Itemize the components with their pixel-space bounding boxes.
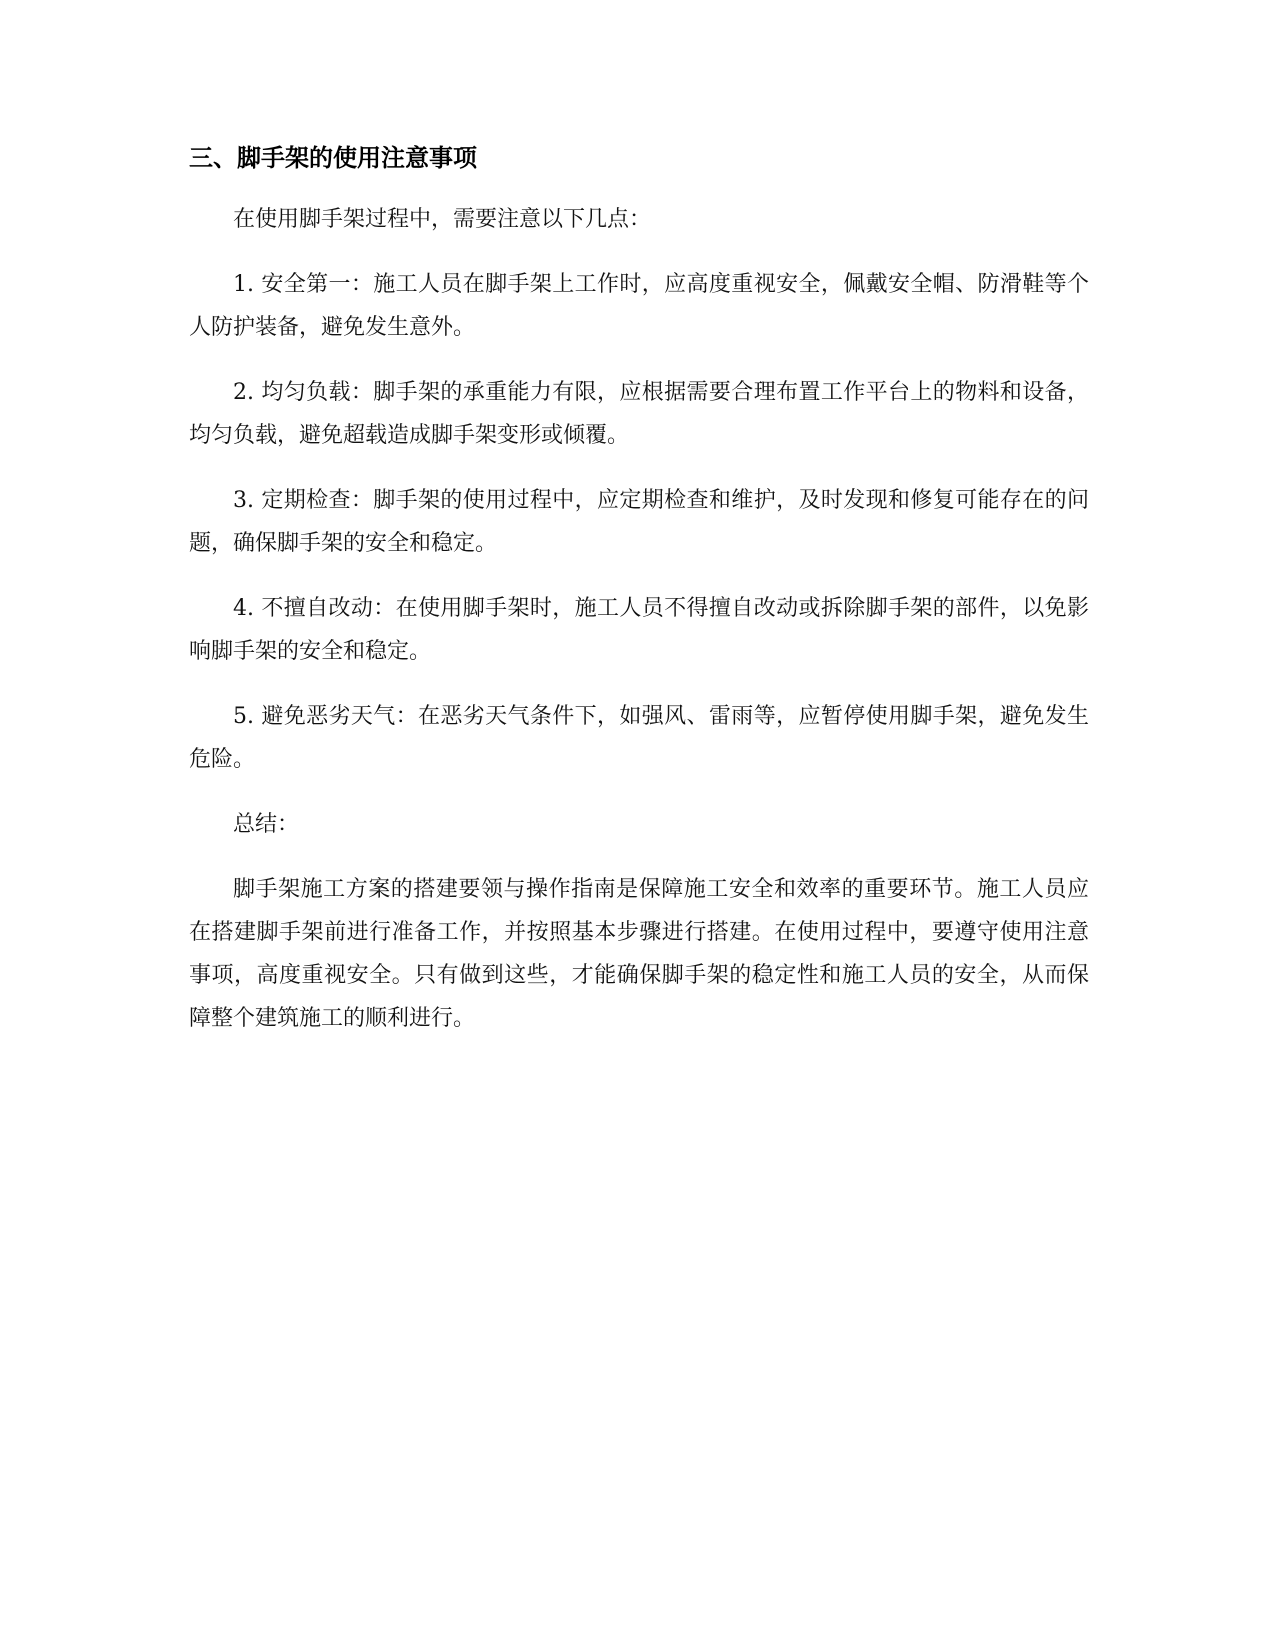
list-item: 2. 均匀负载：脚手架的承重能力有限，应根据需要合理布置工作平台上的物料和设备，均匀负载，避免超载造成脚手架变形或倾覆。 xyxy=(189,380,1089,448)
summary-label: 总结： xyxy=(233,812,300,837)
list-item: 4. 不擅自改动：在使用脚手架时，施工人员不得擅自改动或拆除脚手架的部件，以免影响脚手架的安全和稳定。 xyxy=(189,596,1089,664)
intro-paragraph: 在使用脚手架过程中，需要注意以下几点： xyxy=(233,207,652,232)
document-body xyxy=(189,146,1089,1062)
list-item: 5. 避免恶劣天气：在恶劣天气条件下，如强风、雷雨等，应暂停使用脚手架，避免发生危险。 xyxy=(189,704,1089,772)
list-item: 3. 定期检查：脚手架的使用过程中，应定期检查和维护，及时发现和修复可能存在的问题，确保脚手架的安全和稳定。 xyxy=(189,488,1089,556)
section-heading: 三、脚手架的使用注意事项 xyxy=(189,144,477,172)
list-item: 1. 安全第一：施工人员在脚手架上工作时，应高度重视安全，佩戴安全帽、防滑鞋等个人防护装备，避免发生意外。 xyxy=(189,272,1089,340)
summary-paragraph: 脚手架施工方案的搭建要领与操作指南是保障施工安全和效率的重要环节。施工人员应在搭建脚手架前进行准备工作，并按照基本步骤进行搭建。在使用过程中，要遵守使用注意事项，高度重视安全。只有做到这些，才能确保脚手架的稳定性和施工人员的安全，从而保障整个建筑施工的顺利进行。 xyxy=(189,877,1089,1031)
